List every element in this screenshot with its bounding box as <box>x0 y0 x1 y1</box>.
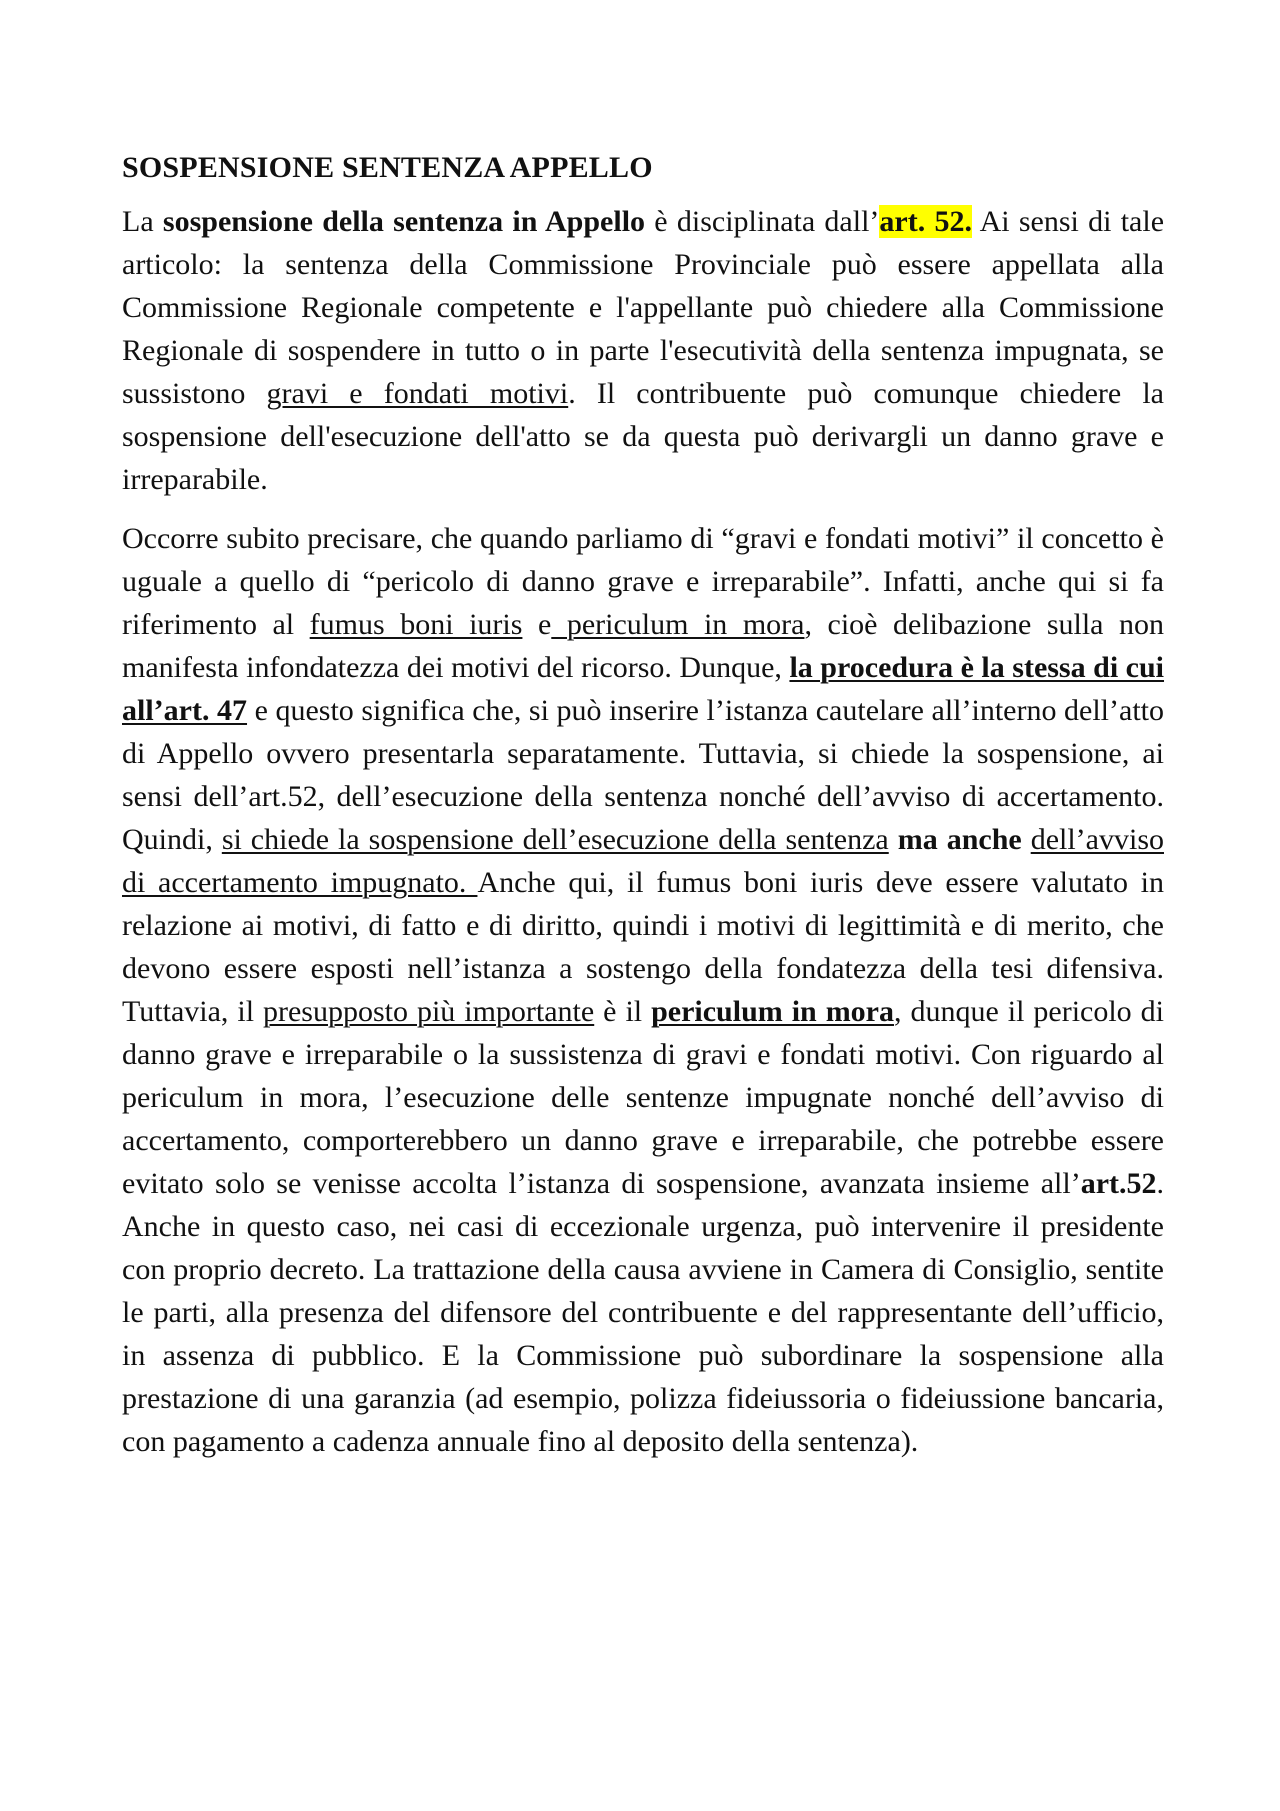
text-run: è disciplinata dall’ <box>645 205 880 238</box>
underlined-fumus: fumus boni iuris <box>309 608 523 641</box>
text-run: Anche qui, il fumus boni iuris deve essere valutato in relazione ai motivi, di fatto e di diritto, quindi i motivi di legittimità e di merito, che devono essere esposti nell’istanza a sostengo della fondatezza della tesi difensiva. Tuttavia, il <box>122 866 1164 1028</box>
text-run: . Anche in questo caso, nei casi di eccezionale urgenza, può intervenire il presidente con proprio decreto. La trattazione della causa avviene in Camera di Consiglio, sentite le parti, alla presenza del difensore del contribuente e del rappresentante dell’ufficio, in assenza di pubblico. E la Commissione può subordinare la sospensione alla prestazione di una garanzia (ad esempio, polizza fideiussoria o fideiussione bancaria, con pagamento a cadenza annuale fino al deposito della sentenza). <box>122 1167 1164 1458</box>
bold-underlined-procedura: la procedura è la stessa di cui all’art. 47 <box>122 651 1165 727</box>
document-title: SOSPENSIONE SENTENZA APPELLO <box>122 151 653 184</box>
text-run: e questo significa che, si può inserire l’istanza cautelare all’interno dell’atto di Appello ovvero presentarla separatamente. Tuttavia, si chiede la sospensione, ai sensi dell’art.52, dell’esecuzione della sentenza nonché dell’avviso di accertamento. Quindi, <box>122 694 1164 856</box>
text-run: è il <box>594 995 652 1028</box>
underlined-avviso: dell’avviso di accertamento impugnato. <box>122 823 1164 899</box>
text-run: , cioè delibazione sulla non manifesta infondatezza dei motivi del ricorso. Dunque, <box>122 608 1165 684</box>
text-run <box>1022 823 1031 856</box>
paragraph-2 <box>122 517 1164 1463</box>
text-run: Occorre subito precisare, che quando parliamo di “gravi e fondati motivi” il concetto è uguale a quello di “pericolo di danno grave e irreparabile”. Infatti, anche qui si fa riferimento al <box>122 522 1164 641</box>
bold-term-sospensione: sospensione della sentenza in Appello <box>162 205 646 238</box>
highlighted-article-ref: art. 52. <box>879 205 972 238</box>
underlined-periculum: periculum in mora <box>551 608 805 641</box>
underlined-sospensione-sentenza: si chiede la sospensione dell’esecuzione della sentenza <box>221 823 889 856</box>
document-page <box>122 148 1164 1479</box>
bold-ma-anche: ma anche <box>897 823 1022 856</box>
bold-underlined-periculum: periculum in mora <box>651 995 895 1028</box>
text-run: . Il contribuente può comunque chiedere la sospensione dell'esecuzione dell'atto se da questa può derivargli un danno grave e irreparabile. <box>122 377 1164 496</box>
text-run: Ai sensi di tale articolo: la sentenza della Commissione Provinciale può essere appellata alla Commissione Regionale competente e l'appellante può chiedere alla Commissione Regionale di sospendere in tutto o in parte l'esecutività della sentenza impugnata, se sussistono <box>122 205 1165 410</box>
bold-article-ref: art.52 <box>1080 1167 1157 1200</box>
paragraph-1 <box>122 200 1164 501</box>
text-run <box>889 823 898 856</box>
underlined-gravi-motivi: gravi e fondati motivi <box>266 377 569 410</box>
text-run: e <box>522 608 552 641</box>
text-run: La <box>122 205 163 238</box>
text-run: , dunque il pericolo di danno grave e irreparabile o la sussistenza di gravi e fondati motivi. Con riguardo al periculum in mora, l’esecuzione delle sentenze impugnate nonché dell’avviso di accertamento, comporterebbero un danno grave e irreparabile, che potrebbe essere evitato solo se venisse accolta l’istanza di sospensione, avanzata insieme all’ <box>122 995 1164 1200</box>
underlined-presupposto: presupposto più importante <box>263 995 595 1028</box>
